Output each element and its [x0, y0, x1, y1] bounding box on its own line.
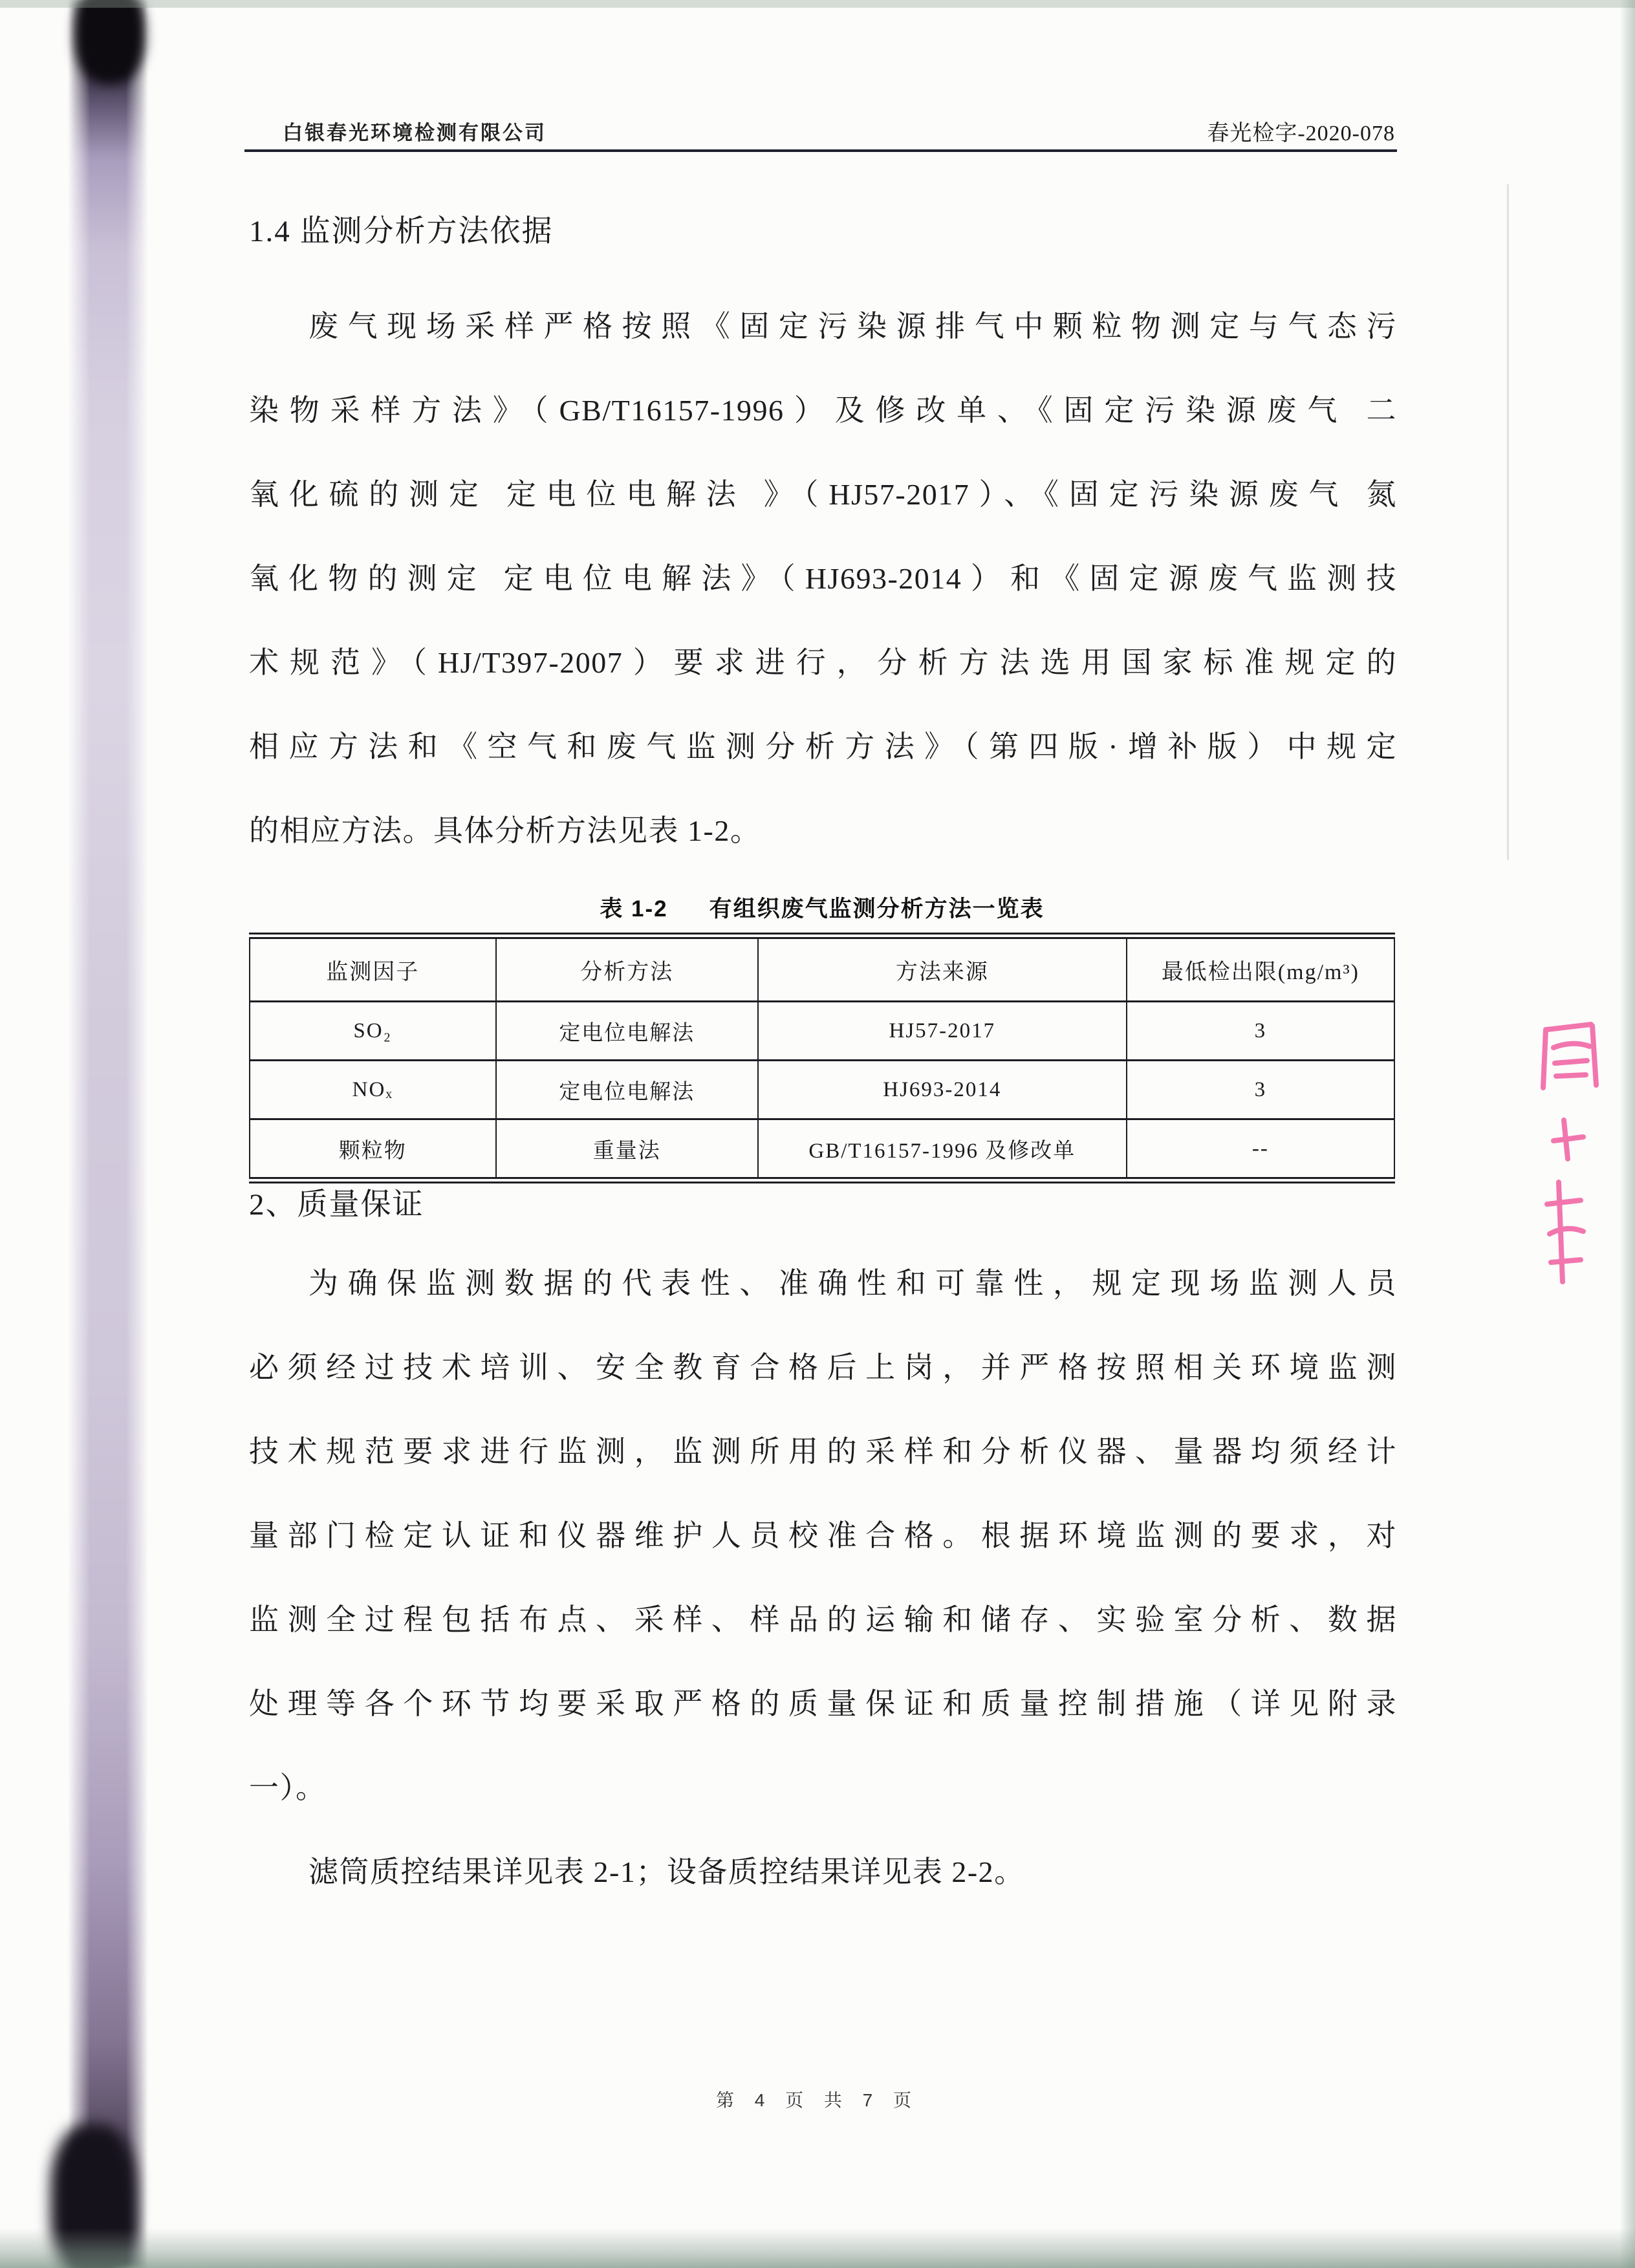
table-cell: 定电位电解法 — [496, 1002, 758, 1061]
paragraph-line: 的相应方法。具体分析方法见表 1-2。 — [249, 814, 761, 847]
column-header: 最低检出限(mg/m³) — [1127, 938, 1394, 1002]
section-heading-1-4: 1.4 监测分析方法依据 — [249, 215, 554, 248]
table-cell: NOₓ — [250, 1061, 496, 1119]
table-caption-title: 有组织废气监测分析方法一览表 — [709, 896, 1045, 922]
table-cell: -- — [1127, 1119, 1394, 1178]
column-header: 方法来源 — [758, 938, 1127, 1002]
table-cell: 颗粒物 — [250, 1119, 496, 1178]
table-cell: GB/T16157-1996 及修改单 — [758, 1119, 1127, 1178]
table-row — [250, 1119, 1394, 1178]
paragraph-quality — [249, 1242, 1397, 1830]
table-cell: 3 — [1127, 1002, 1394, 1061]
company-name: 白银春光环境检测有限公司 — [283, 122, 547, 144]
scanner-edge-top — [0, 0, 1635, 8]
table-row — [250, 1061, 1394, 1119]
table-cell: 3 — [1127, 1061, 1394, 1119]
table-caption-label: 表 1-2 — [600, 896, 668, 922]
table-cell: 定电位电解法 — [496, 1061, 758, 1119]
methods-table-wrapper — [249, 933, 1395, 1183]
paragraph-line: 技术规范要求进行监测，监测所用的采样和分析仪器、量器均须经计 — [249, 1435, 1397, 1468]
header-divider — [244, 149, 1397, 152]
paragraph-line: 处理等各个环节均要采取严格的质量保证和质量控制措施（详见附录 — [249, 1687, 1397, 1720]
column-header: 监测因子 — [250, 938, 496, 1002]
paragraph-line: 为确保监测数据的代表性、准确性和可靠性，规定现场监测人员 — [309, 1267, 1397, 1300]
page-header — [249, 115, 1395, 145]
table-cell: HJ57-2017 — [758, 1002, 1127, 1061]
paragraph-line: 必须经过技术培训、安全教育合格后上岗，并严格按照相关环境监测 — [249, 1351, 1397, 1384]
document-number: 春光检字-2020-078 — [1207, 122, 1395, 146]
paragraph-closing — [249, 1830, 1397, 1914]
table-caption — [249, 891, 1395, 923]
paragraph-methods — [249, 285, 1397, 873]
paragraph-line: 监测全过程包括布点、采样、样品的运输和储存、实验室分析、数据 — [249, 1603, 1397, 1636]
stamp-mark-icon — [1528, 1009, 1618, 1306]
paragraph-line: 相应方法和《空气和废气监测分析方法》（第四版·增补版）中规定 — [249, 730, 1397, 763]
column-header: 分析方法 — [496, 938, 758, 1002]
table-cell: SO₂ — [250, 1002, 496, 1061]
paragraph-line: 氧化硫的测定 定电位电解法 》（HJ57-2017）、《固定污染源废气 氮 — [249, 478, 1397, 511]
paragraph-line: 氧化物的测定 定电位电解法》（HJ693-2014）和《固定源废气监测技 — [249, 562, 1397, 595]
table-cell: HJ693-2014 — [758, 1061, 1127, 1119]
paragraph-line: 染物采样方法》（GB/T16157-1996）及修改单、《固定污染源废气 二 — [249, 394, 1397, 427]
table-row — [250, 1002, 1394, 1061]
paper-fold-line — [1507, 184, 1509, 860]
page-number: 第 4 页 共 7 页 — [715, 2090, 920, 2110]
paragraph-line: 术规范》（HJ/T397-2007）要求进行，分析方法选用国家标准规定的 — [249, 646, 1397, 679]
scanner-edge-bottom — [0, 2228, 1635, 2268]
methods-table — [249, 937, 1395, 1179]
section-heading-2: 2、质量保证 — [249, 1188, 424, 1222]
scanner-edge-right — [1619, 0, 1635, 2268]
paragraph-line: 一）。 — [249, 1771, 327, 1804]
scan-blob-top — [75, 0, 145, 84]
paragraph-line: 量部门检定认证和仪器维护人员校准合格。根据环境监测的要求，对 — [249, 1519, 1397, 1552]
table-cell: 重量法 — [496, 1119, 758, 1178]
scan-streak-band — [67, 0, 149, 2268]
paragraph-line: 废气现场采样严格按照《固定污染源排气中颗粒物测定与气态污 — [309, 310, 1397, 343]
paragraph-line: 滤筒质控结果详见表 2-1；设备质控结果详见表 2-2。 — [309, 1855, 1025, 1888]
table-header-row — [250, 938, 1394, 1002]
